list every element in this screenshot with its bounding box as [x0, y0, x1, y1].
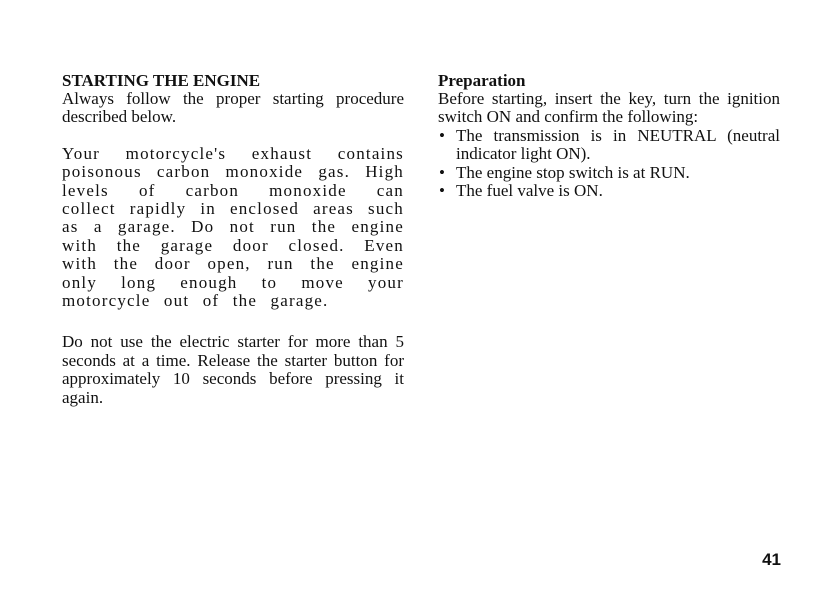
section-heading-preparation: Preparation [438, 71, 526, 90]
preparation-intro-paragraph: Before starting, insert the key, turn the ignition switch ON and confirm the following: [438, 89, 780, 127]
checklist-item [438, 182, 780, 200]
bullet-icon: • [439, 162, 445, 182]
checklist-item [438, 164, 780, 182]
page-number: 41 [762, 550, 781, 569]
intro-paragraph: Always follow the proper starting procedure described below. [62, 89, 404, 127]
checklist-item-text: The transmission is in NEUTRAL (neutral indicator light ON). [456, 125, 780, 164]
bullet-icon: • [439, 125, 445, 145]
preparation-checklist [438, 127, 780, 201]
starter-note-paragraph: Do not use the electric starter for more than 5 seconds at a time. Release the starter button for approximately 10 seconds before pressing it again. [62, 332, 404, 407]
right-column [438, 72, 780, 200]
checklist-item-text: The engine stop switch is at RUN. [456, 162, 690, 182]
carbon-monoxide-warning-paragraph: Your motorcycle's exhaust contains poisonous carbon monoxide gas. High levels of carbon monoxide can collect rapidly in enclosed areas such as a garage. Do not run the engine with the garage door closed. Even with the door open, run the engine only long enough to move your motorcycle out of the garage. [62, 143, 404, 311]
bullet-icon: • [439, 181, 445, 201]
checklist-item-text: The fuel valve is ON. [456, 181, 603, 201]
left-column [62, 72, 404, 407]
checklist-item [438, 127, 780, 164]
section-heading-starting-engine: STARTING THE ENGINE [62, 71, 261, 90]
